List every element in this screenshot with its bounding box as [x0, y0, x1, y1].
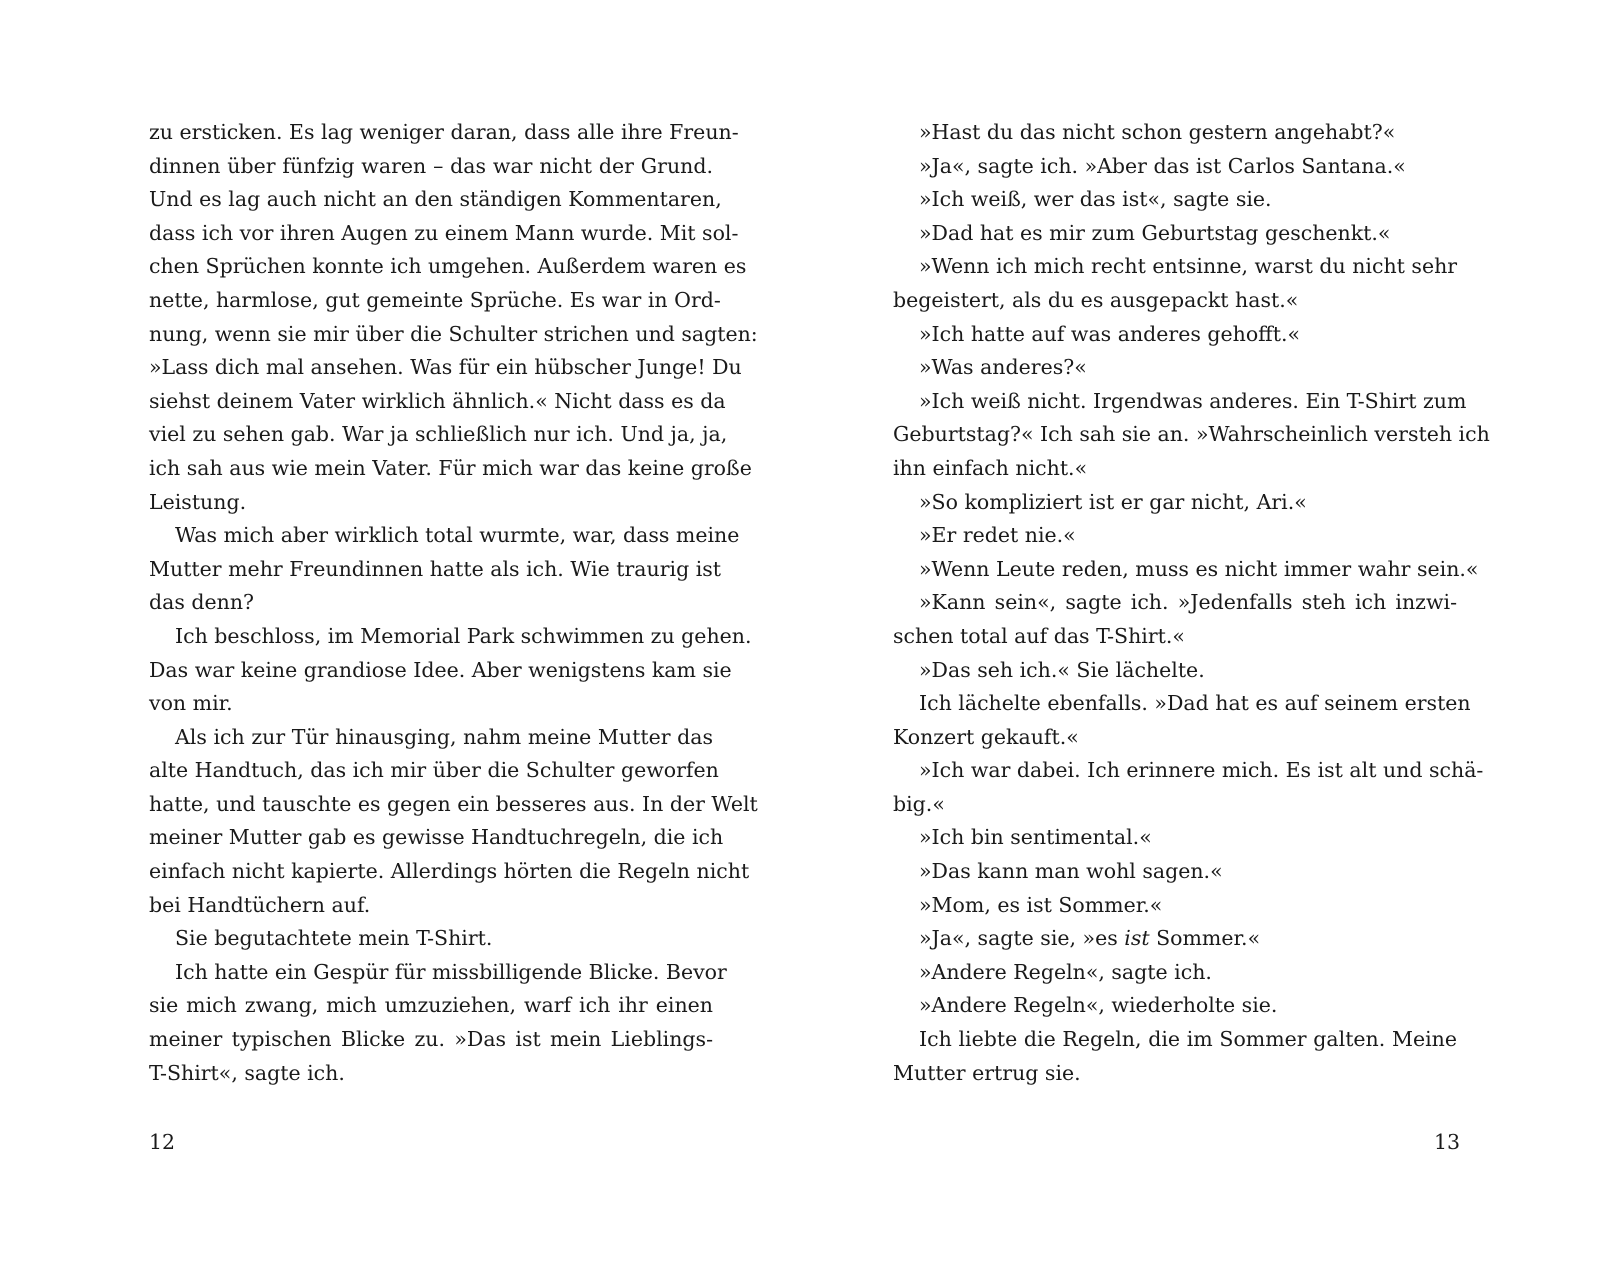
text-line: Mutter mehr Freundinnen hatte als ich. Wie traurig ist [149, 556, 722, 581]
text-line: einfach nicht kapierte. Allerdings hörten die Regeln nicht [149, 859, 750, 884]
text-line: »Andere Regeln«, wiederholte sie. [919, 993, 1278, 1018]
text-line: Mutter ertrug sie. [893, 1060, 1081, 1085]
text-line: ich sah aus wie mein Vater. Für mich war das keine große [149, 455, 752, 480]
text-line: von mir. [149, 691, 233, 716]
text-line: »Kann sein«, sagte ich. »Jedenfalls steh ich inzwi- [919, 590, 1457, 615]
text-line: »So kompliziert ist er gar nicht, Ari.« [919, 489, 1307, 514]
text-line: »Ich weiß, wer das ist«, sagte sie. [919, 187, 1272, 212]
text-line: »Das seh ich.« Sie lächelte. [919, 657, 1205, 682]
text-line: »Ich weiß nicht. Irgendwas anderes. Ein T-Shirt zum [919, 388, 1467, 413]
page-number-left: 12 [149, 1130, 176, 1154]
text-line: Als ich zur Tür hinausging, nahm meine Mutter das [175, 724, 713, 749]
text-line: »Er redet nie.« [919, 523, 1076, 548]
text-line: nung, wenn sie mir über die Schulter strichen und sagten: [149, 321, 758, 346]
text-line: »Dad hat es mir zum Geburtstag geschenkt.« [919, 220, 1391, 245]
text-line: T-Shirt«, sagte ich. [149, 1060, 345, 1085]
text-line: »Ich bin sentimental.« [919, 825, 1152, 850]
text-line: Leistung. [149, 489, 247, 514]
text-line: »Ich hatte auf was anderes gehofft.« [919, 321, 1301, 346]
text-line: dass ich vor ihren Augen zu einem Mann wurde. Mit sol- [149, 220, 739, 245]
text-line: dinnen über fünfzig waren – das war nicht der Grund. [149, 153, 713, 178]
text-line: »Das kann man wohl sagen.« [919, 859, 1223, 884]
text-line: meiner typischen Blicke zu. »Das ist mein Lieblings- [149, 1027, 713, 1052]
text-line: Konzert gekauft.« [893, 724, 1079, 749]
text-line: hatte, und tauschte es gegen ein besseres aus. In der Welt [149, 791, 758, 816]
text-line: schen total auf das T-Shirt.« [893, 623, 1185, 648]
text-line: zu ersticken. Es lag weniger daran, dass alle ihre Freun- [149, 120, 739, 144]
text-line: »Lass dich mal ansehen. Was für ein hübscher Junge! Du [149, 355, 742, 380]
text-line: »Ja«, sagte ich. »Aber das ist Carlos Santana.« [919, 153, 1406, 178]
text-line: Ich liebte die Regeln, die im Sommer galten. Meine [919, 1027, 1457, 1052]
text-line: ihn einfach nicht.« [893, 455, 1088, 480]
text-line: nette, harmlose, gut gemeinte Sprüche. Es war in Ord- [149, 287, 721, 312]
text-line: »Wenn ich mich recht entsinne, warst du nicht sehr [919, 254, 1458, 279]
text-line: Was mich aber wirklich total wurmte, war, dass meine [175, 523, 740, 548]
page-number-right: 13 [1434, 1130, 1461, 1154]
text-line: das denn? [149, 590, 255, 615]
text-line: »Wenn Leute reden, muss es nicht immer wahr sein.« [919, 556, 1479, 581]
text-line: big.« [893, 791, 945, 816]
text-line: chen Sprüchen konnte ich umgehen. Außerdem waren es [149, 254, 747, 279]
text-line: »Mom, es ist Sommer.« [919, 892, 1163, 917]
text-line: begeistert, als du es ausgepackt hast.« [893, 287, 1299, 312]
text-line: bei Handtüchern auf. [149, 892, 371, 917]
text-line: Das war keine grandiose Idee. Aber wenigstens kam sie [149, 657, 732, 682]
text-line: meiner Mutter gab es gewisse Handtuchregeln, die ich [149, 825, 724, 850]
text-line: »Ja«, sagte sie, »es ist Sommer.« [919, 926, 1261, 951]
text-line: »Andere Regeln«, sagte ich. [919, 959, 1212, 984]
text-line: sie mich zwang, mich umzuziehen, warf ich ihr einen [149, 993, 713, 1018]
text-line: siehst deinem Vater wirklich ähnlich.« Nicht dass es da [149, 388, 726, 413]
text-line: Geburtstag?« Ich sah sie an. »Wahrscheinlich versteh ich [893, 422, 1490, 447]
right-page-text [893, 116, 1490, 1090]
text-line: alte Handtuch, das ich mir über die Schulter geworfen [149, 758, 719, 783]
text-line: Ich beschloss, im Memorial Park schwimmen zu gehen. [175, 623, 752, 648]
text-line: Ich lächelte ebenfalls. »Dad hat es auf seinem ersten [919, 691, 1471, 716]
text-line: »Was anderes?« [919, 355, 1087, 380]
text-line: »Ich war dabei. Ich erinnere mich. Es ist alt und schä- [919, 758, 1484, 783]
text-line: viel zu sehen gab. War ja schließlich nur ich. Und ja, ja, [149, 422, 728, 447]
left-page-text [149, 116, 758, 1090]
text-line: Und es lag auch nicht an den ständigen Kommentaren, [149, 187, 722, 212]
text-line: Ich hatte ein Gespür für missbilligende Blicke. Bevor [175, 959, 727, 984]
text-line: Sie begutachtete mein T-Shirt. [175, 926, 493, 951]
text-line: »Hast du das nicht schon gestern angehabt?« [919, 120, 1396, 144]
